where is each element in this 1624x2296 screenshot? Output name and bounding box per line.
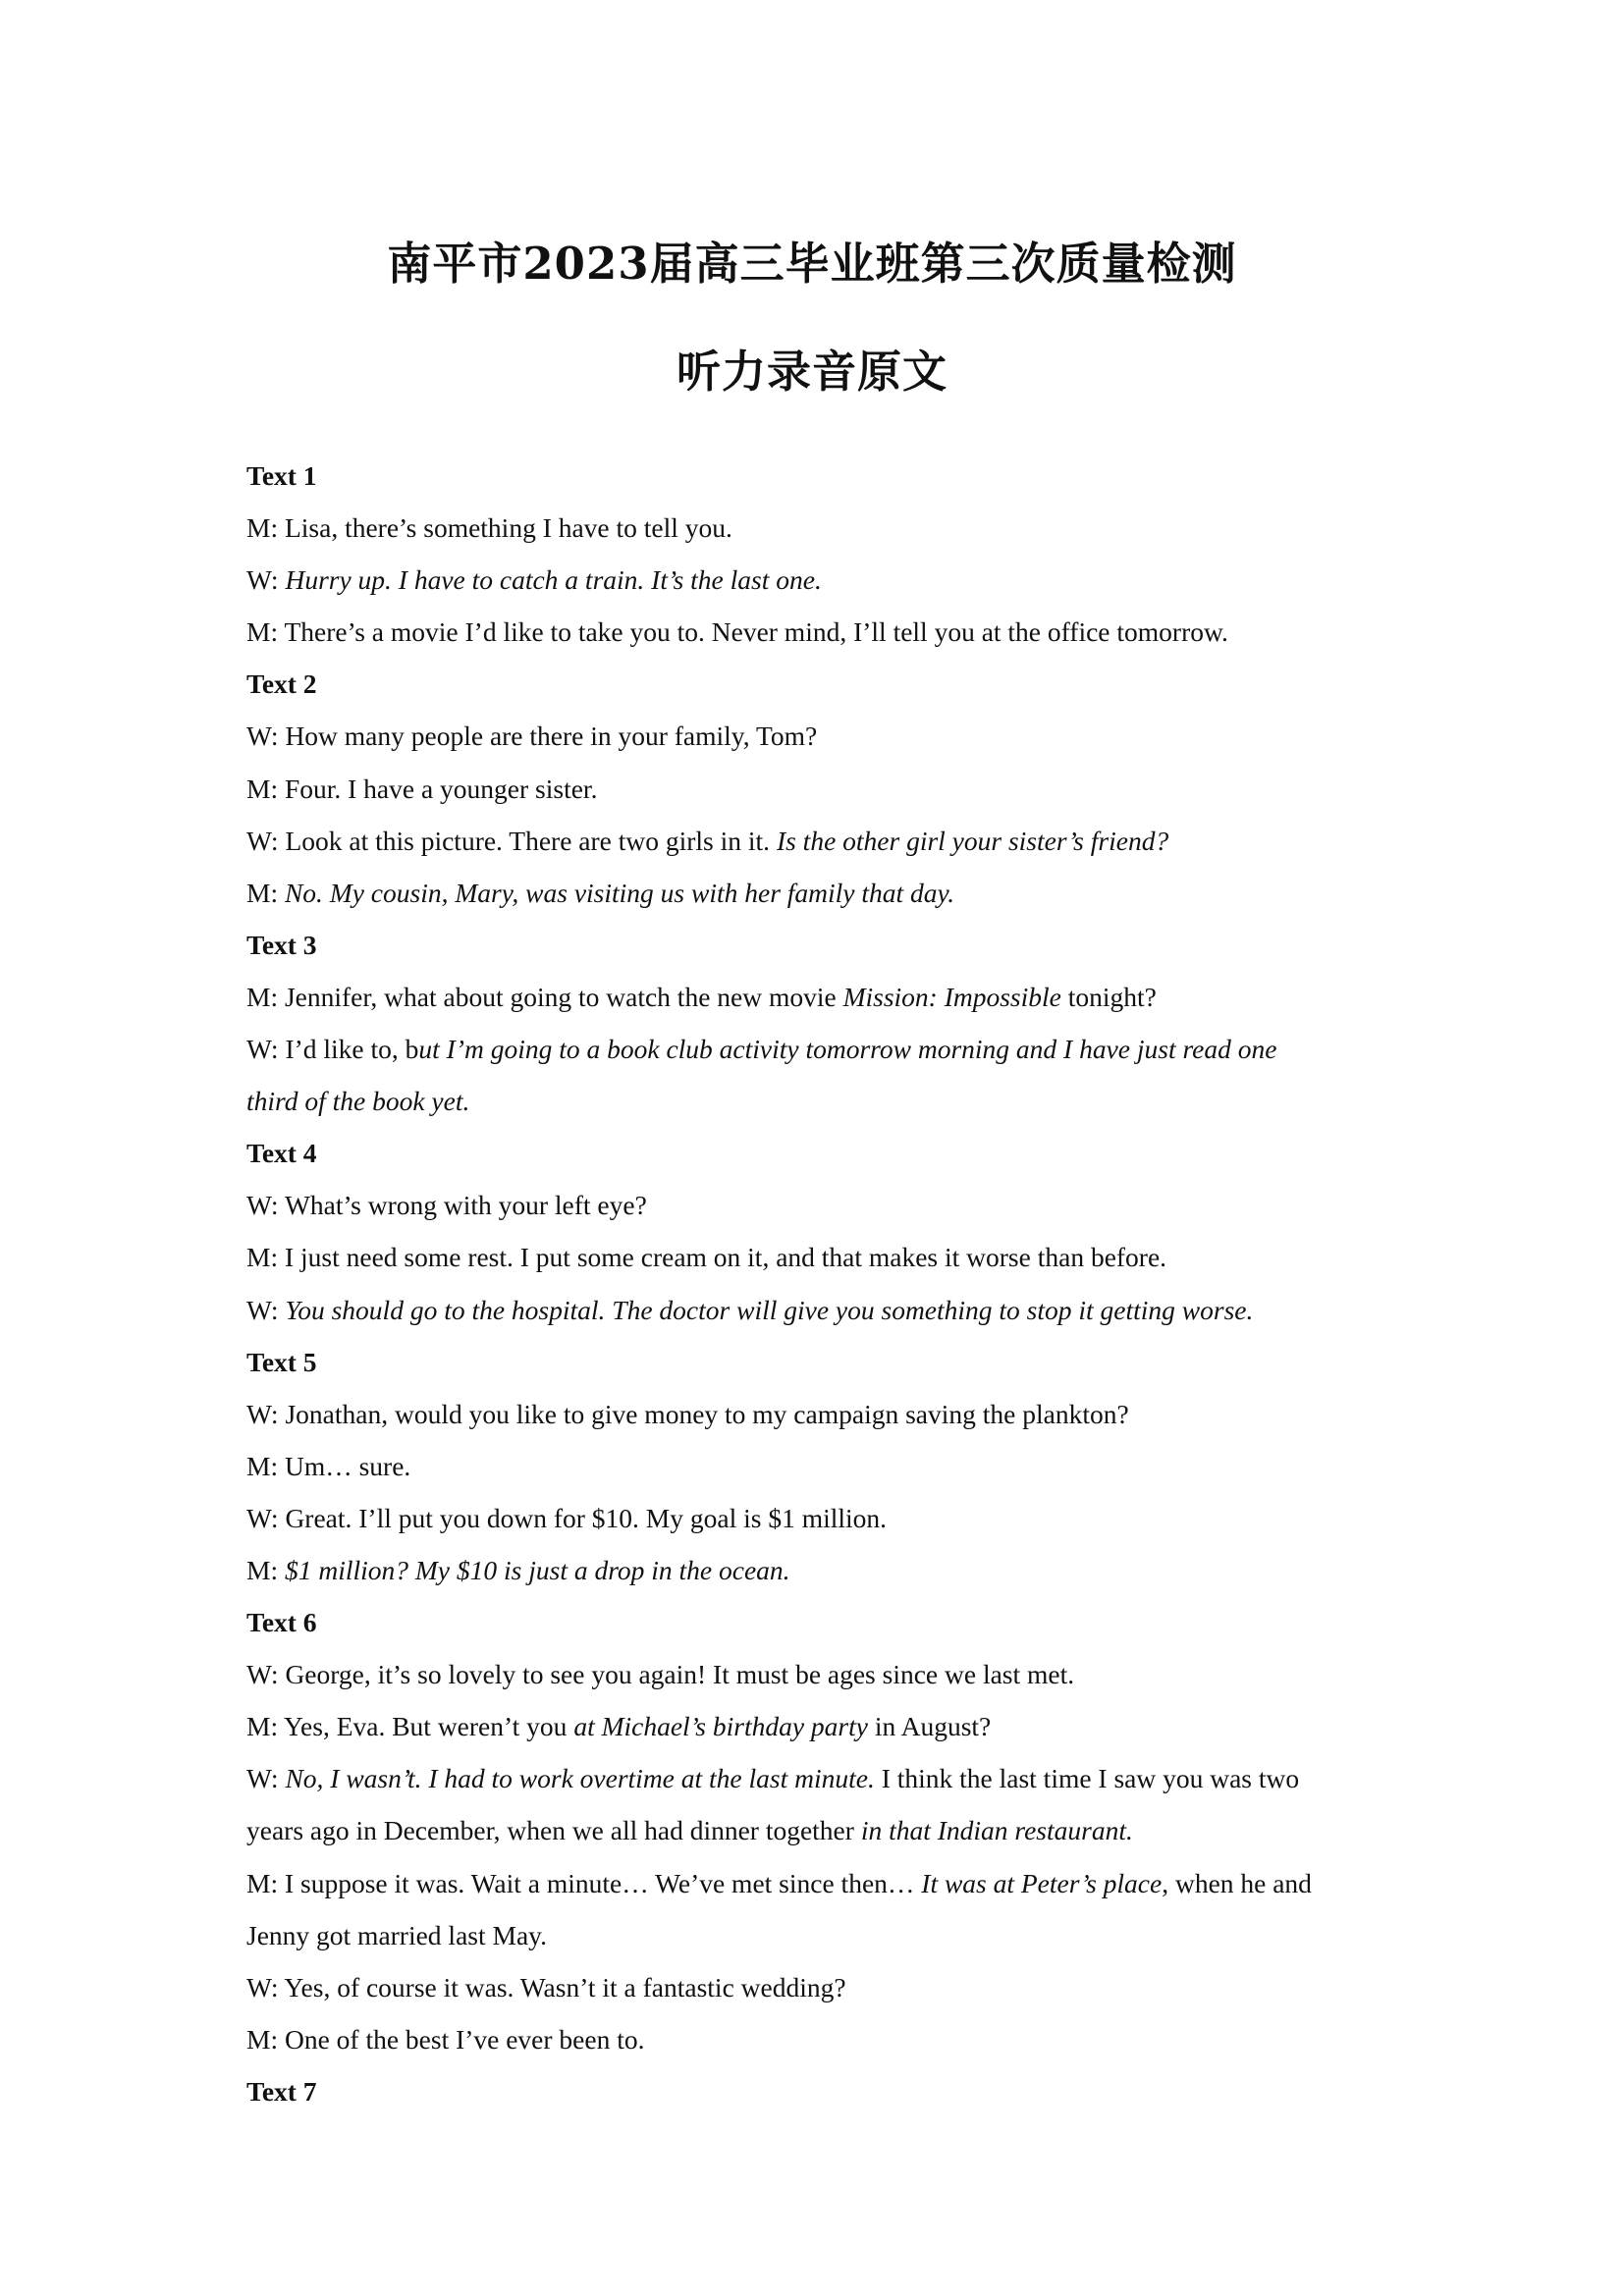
dialogue-line (246, 867, 1390, 919)
section-heading (246, 658, 1390, 710)
italic-text-segment: third of the book yet. (246, 1086, 470, 1117)
text-segment: Jenny got married last May. (246, 1919, 547, 1950)
text-segment: W: (246, 564, 286, 596)
dialogue-line (246, 1544, 1390, 1596)
italic-text-segment: No, I wasn’t. I had to work overtime at the last minute. (285, 1763, 875, 1794)
text-segment: W: How many people are there in your family, Tom? (246, 721, 818, 752)
text-segment: M: One of the best I’ve ever been to. (246, 2023, 645, 2055)
dialogue-line (246, 815, 1390, 867)
italic-text-segment: Is the other girl your sister’s friend? (776, 825, 1169, 856)
text-segment: W: Look at this picture. There are two girls in it. (246, 825, 777, 856)
section-heading (246, 1336, 1390, 1388)
dialogue-line (246, 1961, 1390, 2013)
dialogue-line (246, 710, 1390, 762)
text-segment: W: (246, 1294, 286, 1325)
text-segment: M: I just need some rest. I put some cream on it, and that makes it worse than before. (246, 1242, 1167, 1273)
italic-text-segment: at Michael’s birthday party (573, 1711, 868, 1742)
document-subtitle: 听力录音原文 (676, 346, 947, 398)
italic-text-segment: You should go to the hospital. The doctor will give you something to stop it getting worse. (285, 1294, 1254, 1325)
italic-text-segment: in that Indian restaurant. (860, 1815, 1133, 1846)
text-segment: W: I’d like to, b (246, 1034, 419, 1065)
text-segment: Text 3 (246, 929, 317, 960)
text-segment: W: Yes, of course it was. Wasn’t it a fantastic wedding? (246, 1971, 846, 2002)
text-segment: M: There’s a movie I’d like to take you to. Never mind, I’ll tell you at the office tomorrow. (246, 616, 1228, 648)
dialogue-line (246, 1700, 1390, 1752)
section-heading (246, 2065, 1390, 2117)
dialogue-line (246, 1648, 1390, 1700)
text-segment: M: (246, 1554, 285, 1585)
italic-text-segment: Mission: Impossible (842, 981, 1061, 1012)
dialogue-line (246, 1231, 1390, 1283)
dialogue-line (246, 1440, 1390, 1492)
text-segment: W: What’s wrong with your left eye? (246, 1190, 647, 1221)
dialogue-line (246, 2013, 1390, 2065)
dialogue-line (246, 502, 1390, 554)
text-segment: M: Yes, Eva. But weren’t you (246, 1711, 574, 1742)
transcript-body (246, 450, 1390, 2117)
document-title: 南平市2023届高三毕业班第三次质量检测 (387, 238, 1237, 290)
text-segment: W: Jonathan, would you like to give money to my campaign saving the plankton? (246, 1398, 1129, 1429)
text-segment: I think the last time I saw you was two (874, 1763, 1300, 1794)
dialogue-line (246, 554, 1390, 606)
dialogue-line (246, 1075, 1390, 1127)
dialogue-line (246, 1179, 1390, 1231)
text-segment: years ago in December, when we all had dinner together (246, 1815, 861, 1846)
italic-text-segment: Hurry up. I have to catch a train. It’s the last one. (285, 564, 822, 596)
italic-text-segment: No. My cousin, Mary, was visiting us with her family that day. (284, 877, 955, 908)
dialogue-line (246, 1023, 1390, 1075)
text-segment: M: Um… sure. (246, 1450, 411, 1481)
section-heading (246, 1127, 1390, 1179)
text-segment: M: I suppose it was. Wait a minute… We’ve met since then… (246, 1867, 922, 1898)
text-segment: W: George, it’s so lovely to see you again! It must be ages since we last met. (246, 1659, 1075, 1690)
dialogue-line (246, 1752, 1390, 1804)
text-segment: Text 1 (246, 460, 317, 491)
dialogue-line (246, 1804, 1390, 1856)
text-segment: W: (246, 1763, 286, 1794)
dialogue-line (246, 1388, 1390, 1440)
text-segment: M: (246, 877, 285, 908)
dialogue-line (246, 971, 1390, 1023)
text-segment: M: Lisa, there’s something I have to tell you. (246, 512, 732, 544)
italic-text-segment: $1 million? My $10 is just a drop in the ocean. (284, 1554, 790, 1585)
dialogue-line (246, 606, 1390, 658)
text-segment: Text 7 (246, 2075, 317, 2107)
text-segment: W: Great. I’ll put you down for $10. My goal is $1 million. (246, 1502, 888, 1533)
italic-text-segment: ut I’m going to a book club activity tomorrow morning and I have just read one (418, 1034, 1277, 1065)
dialogue-line (246, 1284, 1390, 1336)
text-segment: M: Jennifer, what about going to watch the new movie (246, 981, 843, 1012)
text-segment: tonight? (1060, 981, 1157, 1012)
text-segment: in August? (867, 1711, 992, 1742)
text-segment: Text 4 (246, 1138, 317, 1169)
text-segment: Text 2 (246, 668, 317, 700)
dialogue-line (246, 1909, 1390, 1961)
italic-text-segment: It was at Peter’s place (921, 1867, 1163, 1898)
text-segment: , when he and (1162, 1867, 1312, 1898)
text-segment: M: Four. I have a younger sister. (246, 773, 598, 804)
section-heading (246, 1596, 1390, 1648)
dialogue-line (246, 1857, 1390, 1909)
section-heading (246, 450, 1390, 502)
section-heading (246, 919, 1390, 971)
text-segment: Text 5 (246, 1346, 317, 1377)
dialogue-line (246, 1492, 1390, 1544)
text-segment: Text 6 (246, 1607, 317, 1638)
dialogue-line (246, 763, 1390, 815)
